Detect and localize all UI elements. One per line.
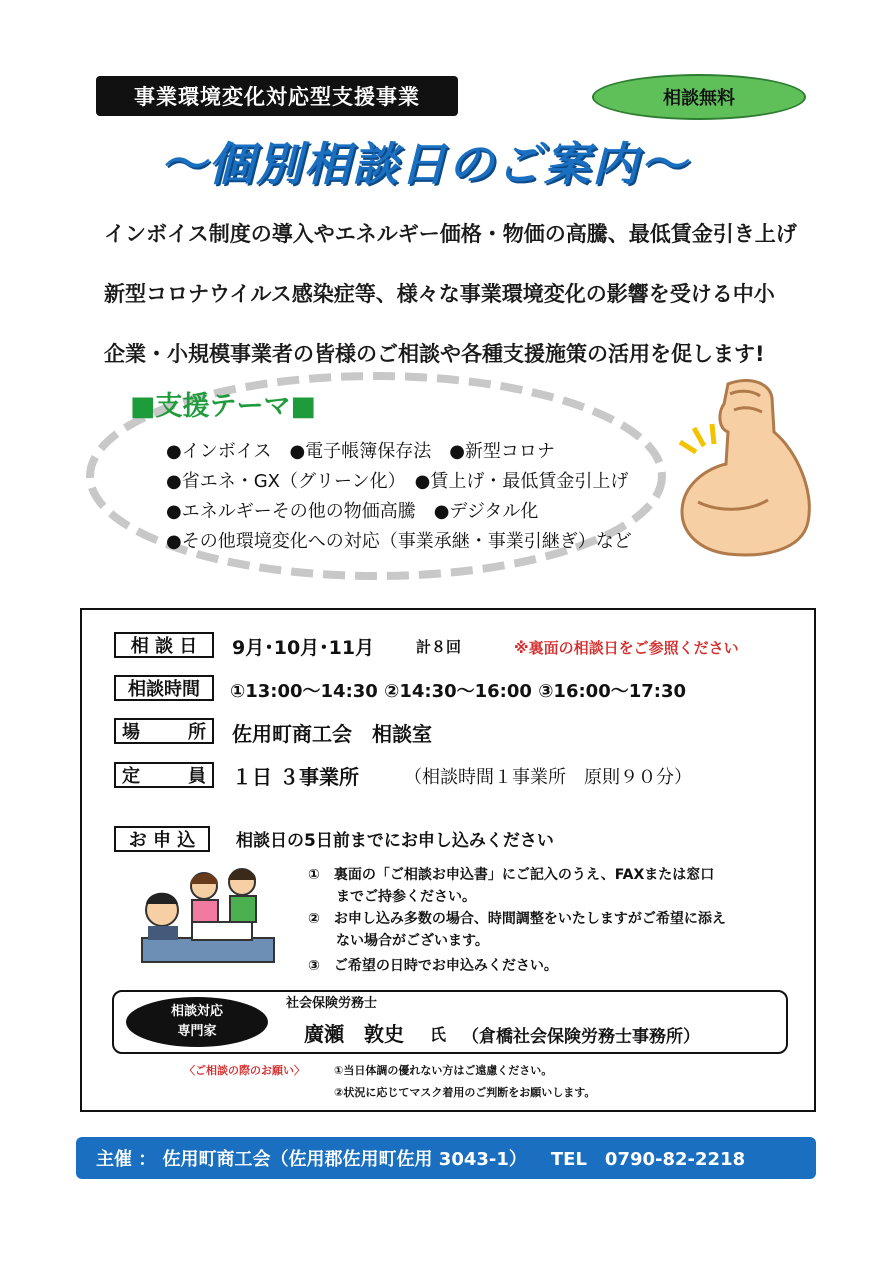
application-step-1b: までご持参ください。: [308, 889, 476, 905]
place-label-a: 場: [122, 722, 140, 743]
free-consultation-badge: 相談無料: [592, 74, 806, 120]
expert-name: 廣瀬 敦史: [304, 1022, 404, 1046]
application-deadline: 相談日の5日前までにお申し込みください: [236, 831, 554, 851]
expert-honorific: 氏: [430, 1025, 447, 1044]
footer-host: 主催 ： 佐用町商工会（佐用郡佐用町佐用 3043-1）: [96, 1149, 527, 1170]
application-step-1a: ① 裏面の「ご相談お申込書」にご記入のうえ、FAXまたは窓口: [308, 867, 715, 883]
footer-banner: [76, 1137, 816, 1179]
date-value: 9月･10月･11月: [232, 637, 375, 659]
application-label: お 申 込: [114, 826, 210, 852]
application-step-3: ③ ご希望の日時でお申込みください。: [308, 958, 558, 974]
intro-line-2: 新型コロナウイルス感染症等、様々な事業環境変化の影響を受ける中小: [104, 282, 775, 306]
place-label: [114, 718, 214, 744]
expert-badge-line-1: 相談対応: [170, 1004, 223, 1019]
capacity-value: １日 ３事業所: [232, 765, 359, 789]
capacity-label-b: 員: [188, 766, 206, 787]
expert-office: （倉橋社会保険労務士事務所）: [462, 1027, 700, 1047]
time-label: 相談時間: [114, 675, 214, 701]
page-title: ～個別相談日のご案内～: [160, 137, 688, 191]
requests-line-1: ①当日体調の優れない方はご遠慮ください。: [334, 1064, 553, 1077]
capacity-label: [114, 762, 214, 788]
expert-badge-line-2: 専門家: [177, 1024, 217, 1039]
expert-title: 社会保険労務士: [286, 996, 378, 1011]
support-theme-heading: ■支援テーマ■: [130, 391, 317, 422]
application-step-2b: ない場合がございます。: [308, 933, 489, 949]
requests-line-2: ②状況に応じてマスク着用のご判断をお願いします。: [334, 1086, 596, 1099]
theme-line-3: ●エネルギーその他の物価高騰 ●デジタル化: [166, 501, 539, 522]
footer-tel: TEL 0790-82-2218: [550, 1149, 746, 1170]
date-note: ※裏面の相談日をご参照ください: [514, 639, 739, 657]
place-value: 佐用町商工会 相談室: [232, 722, 432, 746]
flexed-arm-icon: [668, 372, 818, 562]
capacity-note: （相談時間１事業所 原則９０分）: [404, 767, 692, 788]
intro-line-3: 企業・小規模事業者の皆様のご相談や各種支援施策の活用を促します!: [104, 342, 765, 366]
theme-line-4: ●その他環境変化への対応（事業承継・事業引継ぎ）など: [166, 531, 632, 552]
program-label: 事業環境変化対応型支援事業: [96, 76, 458, 116]
intro-line-1: インボイス制度の導入やエネルギー価格・物価の高騰、最低賃金引き上げ: [104, 222, 797, 246]
expert-badge: [126, 997, 268, 1047]
date-count: 計８回: [416, 638, 462, 656]
requests-label: 〈ご相談の際のお願い〉: [184, 1064, 305, 1077]
theme-line-1: ●インボイス ●電子帳簿保存法 ●新型コロナ: [166, 441, 555, 462]
capacity-label-a: 定: [122, 766, 140, 787]
place-label-b: 所: [188, 722, 206, 743]
theme-line-2: ●省エネ・GX（グリーン化） ●賃上げ・最低賃金引上げ: [166, 471, 629, 492]
date-label: 相 談 日: [114, 632, 214, 658]
application-step-2a: ② お申し込み多数の場合、時間調整をいたしますがご希望に添え: [308, 911, 726, 927]
time-value: ①13:00～14:30 ②14:30～16:00 ③16:00～17:30: [230, 681, 687, 702]
consultation-people-icon: [134, 860, 284, 972]
